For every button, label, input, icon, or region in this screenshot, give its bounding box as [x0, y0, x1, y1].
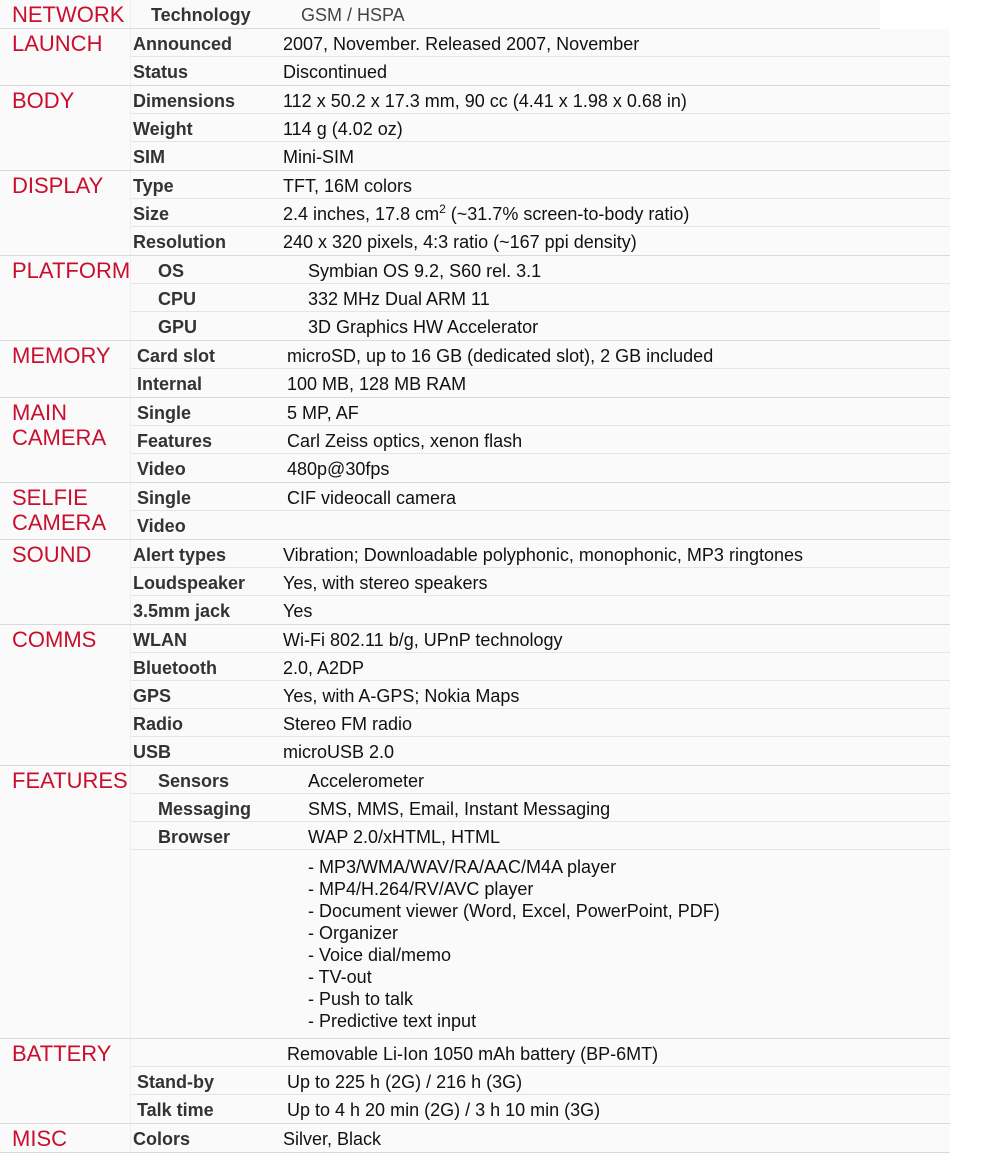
- section-body: [0, 86, 950, 171]
- spec-value: microUSB 2.0: [283, 742, 395, 762]
- spec-row: [131, 312, 950, 340]
- spec-row: [131, 0, 880, 28]
- spec-value: Removable Li-Ion 1050 mAh battery (BP-6MT): [287, 1044, 659, 1064]
- spec-value: 332 MHz Dual ARM 11: [308, 289, 490, 309]
- spec-value: 100 MB, 128 MB RAM: [287, 374, 467, 394]
- spec-row: [131, 596, 950, 624]
- spec-label: Radio: [133, 714, 184, 734]
- spec-row: [131, 284, 950, 312]
- section-title-platform: PLATFORM: [12, 258, 131, 283]
- section-memory: [0, 341, 950, 398]
- spec-rows: [130, 256, 950, 340]
- spec-row: [131, 511, 950, 539]
- spec-rows: [130, 0, 880, 28]
- spec-value: Yes, with A-GPS; Nokia Maps: [283, 686, 520, 706]
- spec-row: [131, 426, 950, 454]
- spec-value: 2007, November. Released 2007, November: [283, 34, 640, 54]
- spec-row: [131, 256, 950, 284]
- spec-value: GSM / HSPA: [301, 5, 405, 25]
- section-title-memory: MEMORY: [12, 343, 111, 368]
- spec-row: [131, 142, 950, 170]
- section-title-body: BODY: [12, 88, 75, 113]
- spec-label: GPS: [133, 686, 172, 706]
- section-title-battery: BATTERY: [12, 1041, 112, 1066]
- spec-label: Size: [133, 204, 170, 224]
- section-main-camera: [0, 398, 950, 483]
- spec-row: [131, 57, 950, 85]
- spec-row: [131, 1124, 950, 1152]
- spec-row: [131, 171, 950, 199]
- spec-row: [131, 822, 950, 850]
- section-comms: [0, 625, 950, 766]
- spec-label: Dimensions: [133, 91, 236, 111]
- spec-row: [131, 29, 950, 57]
- spec-value-superscript: 2: [439, 202, 446, 216]
- spec-value: microSD, up to 16 GB (dedicated slot), 2 GB included: [287, 346, 714, 366]
- spec-value: Symbian OS 9.2, S60 rel. 3.1: [308, 261, 542, 281]
- spec-label: Browser: [158, 827, 231, 847]
- spec-label: Loudspeaker: [133, 573, 246, 593]
- spec-label: Bluetooth: [133, 658, 217, 678]
- spec-label: Internal: [137, 374, 203, 394]
- spec-label: Status: [133, 62, 189, 82]
- spec-row: [131, 794, 950, 822]
- spec-value-text: 2.4 inches, 17.8 cm: [283, 204, 440, 224]
- spec-label: USB: [133, 742, 172, 762]
- spec-row: [131, 454, 950, 482]
- spec-value: 480p@30fps: [287, 459, 390, 479]
- spec-label: CPU: [158, 289, 197, 309]
- spec-row: [131, 653, 950, 681]
- spec-rows: [130, 625, 950, 765]
- spec-label: Type: [133, 176, 174, 196]
- spec-value: Yes: [283, 601, 313, 621]
- spec-label: Announced: [133, 34, 232, 54]
- spec-label: GPU: [158, 317, 198, 337]
- section-title-launch: LAUNCH: [12, 31, 103, 56]
- spec-label: Talk time: [137, 1100, 214, 1120]
- spec-label: Weight: [133, 119, 193, 139]
- spec-row: [131, 709, 950, 737]
- spec-value: Discontinued: [283, 62, 388, 82]
- spec-value: TFT, 16M colors: [283, 176, 413, 196]
- section-title-sound: SOUND: [12, 542, 92, 567]
- spec-value: Carl Zeiss optics, xenon flash: [287, 431, 523, 451]
- section-network: [0, 0, 880, 29]
- spec-value: Yes, with stereo speakers: [283, 573, 488, 593]
- spec-rows: [130, 483, 950, 539]
- spec-label: Single: [137, 403, 192, 423]
- section-misc: [0, 1124, 950, 1153]
- section-title-comms: COMMS: [12, 627, 97, 652]
- spec-row: [131, 540, 950, 568]
- spec-value: 5 MP, AF: [287, 403, 359, 423]
- spec-label: Features: [137, 431, 213, 451]
- spec-label: Resolution: [133, 232, 226, 252]
- spec-value: 240 x 320 pixels, 4:3 ratio (~167 ppi density): [283, 232, 637, 252]
- spec-row: [131, 398, 950, 426]
- spec-label: Alert types: [133, 545, 227, 565]
- section-features: [0, 766, 950, 1039]
- spec-rows: [130, 540, 950, 624]
- spec-label: Sensors: [158, 771, 230, 791]
- spec-rows: [130, 86, 950, 170]
- spec-value: WAP 2.0/xHTML, HTML: [308, 827, 501, 847]
- spec-label: 3.5mm jack: [133, 601, 231, 621]
- spec-value: Mini-SIM: [283, 147, 354, 167]
- spec-row: [131, 369, 950, 397]
- spec-rows: [130, 1039, 950, 1123]
- spec-row: [131, 341, 950, 369]
- spec-row: [131, 86, 950, 114]
- spec-value: Silver, Black: [283, 1129, 382, 1149]
- spec-value: Up to 4 h 20 min (2G) / 3 h 10 min (3G): [287, 1100, 601, 1120]
- spec-value: 2.0, A2DP: [283, 658, 365, 678]
- spec-label: Single: [137, 488, 192, 508]
- section-display: [0, 171, 950, 256]
- spec-label: Messaging: [158, 799, 252, 819]
- spec-label: Technology: [151, 5, 251, 25]
- spec-value: 112 x 50.2 x 17.3 mm, 90 cc (4.41 x 1.98 x 0.68 in): [283, 91, 687, 111]
- spec-row: [131, 1039, 950, 1067]
- spec-value: - MP3/WMA/WAV/RA/AAC/M4A player - MP4/H.264/RV/AVC player - Document viewer (Word, Excel, PowerPoint, PDF) - Organizer - Voice dial/memo - TV-out - Push to talk - Predictive text input: [308, 857, 720, 1031]
- spec-value-text: (~31.7% screen-to-body ratio): [445, 204, 690, 224]
- spec-value: 114 g (4.02 oz): [283, 119, 403, 139]
- spec-row: [131, 1095, 950, 1123]
- spec-rows: [130, 766, 950, 1038]
- section-platform: [0, 256, 950, 341]
- spec-row: [131, 625, 950, 653]
- spec-label: SIM: [133, 147, 166, 167]
- spec-label: Stand-by: [137, 1072, 215, 1092]
- spec-row: [131, 199, 950, 227]
- spec-value: [283, 203, 950, 225]
- spec-label: Video: [137, 516, 186, 536]
- spec-rows: [130, 29, 950, 85]
- spec-row: [131, 766, 950, 794]
- spec-value: Wi-Fi 802.11 b/g, UPnP technology: [283, 630, 563, 650]
- spec-value: Up to 225 h (2G) / 216 h (3G): [287, 1072, 523, 1092]
- spec-label: WLAN: [133, 630, 187, 650]
- section-title-network: NETWORK: [12, 2, 125, 27]
- spec-row: [131, 114, 950, 142]
- spec-rows: [130, 171, 950, 255]
- section-title-display: DISPLAY: [12, 173, 104, 198]
- spec-rows: [130, 398, 950, 482]
- spec-row: [131, 483, 950, 511]
- section-title-features: FEATURES: [12, 768, 128, 793]
- section-launch: [0, 29, 950, 86]
- spec-row: [131, 850, 950, 1038]
- spec-rows: [130, 341, 950, 397]
- spec-row: [131, 568, 950, 596]
- section-title-main-camera: MAIN CAMERA: [12, 400, 107, 450]
- spec-rows: [130, 1124, 950, 1152]
- spec-label: OS: [158, 261, 185, 281]
- spec-row: [131, 737, 950, 765]
- spec-label: Colors: [133, 1129, 191, 1149]
- spec-row: [131, 227, 950, 255]
- section-sound: [0, 540, 950, 625]
- spec-label: Card slot: [137, 346, 216, 366]
- section-battery: [0, 1039, 950, 1124]
- spec-value: SMS, MMS, Email, Instant Messaging: [308, 799, 611, 819]
- section-selfie-camera: [0, 483, 950, 540]
- spec-value: Accelerometer: [308, 771, 425, 791]
- spec-value: Stereo FM radio: [283, 714, 413, 734]
- spec-row: [131, 1067, 950, 1095]
- spec-label: Video: [137, 459, 186, 479]
- spec-value: CIF videocall camera: [287, 488, 457, 508]
- spec-row: [131, 681, 950, 709]
- section-title-selfie-camera: SELFIE CAMERA: [12, 485, 107, 535]
- section-title-misc: MISC: [12, 1126, 67, 1151]
- spec-value: Vibration; Downloadable polyphonic, monophonic, MP3 ringtones: [283, 545, 803, 565]
- spec-value: 3D Graphics HW Accelerator: [308, 317, 539, 337]
